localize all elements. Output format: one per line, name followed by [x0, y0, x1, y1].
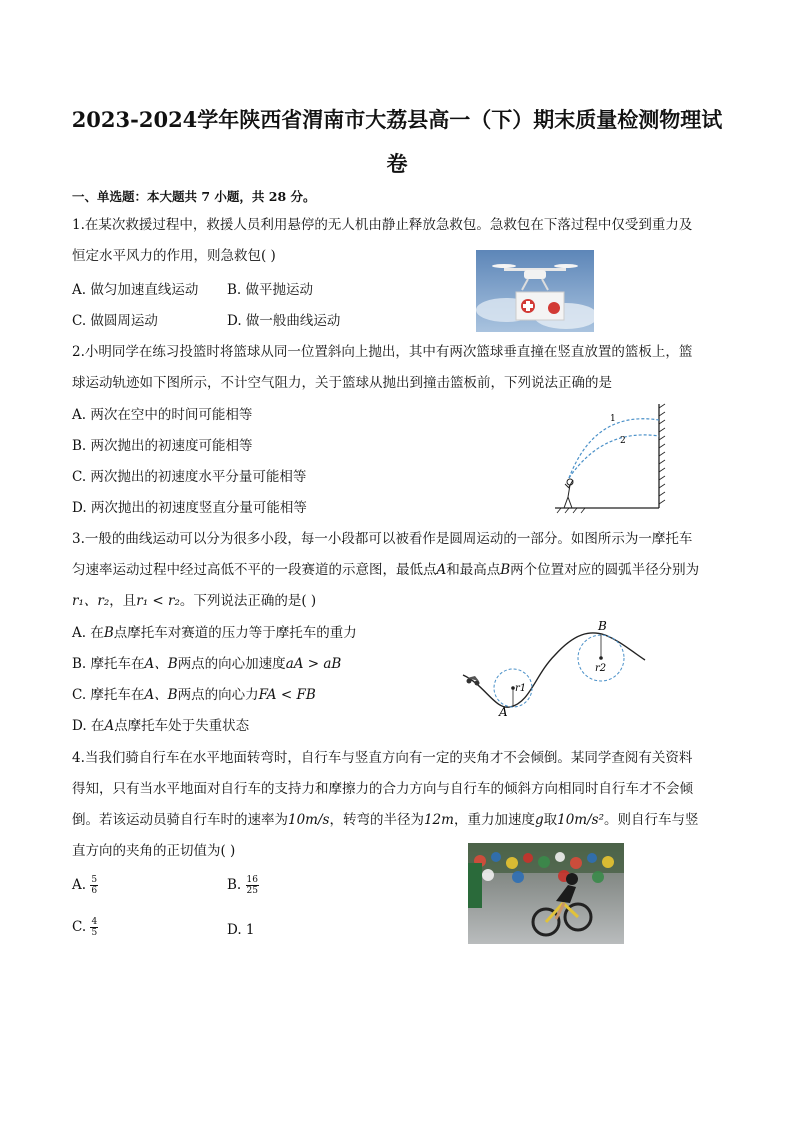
q2-line-2: 球运动轨迹如下图所示，不计空气阻力，关于篮球从抛出到撞击篮板前，下列说法正确的是: [72, 375, 612, 391]
q2-option-b: B. 两次抛出的初速度可能相等: [72, 438, 253, 454]
point-b-label: B: [598, 619, 607, 633]
q3-option-b: B. 摩托车在A、B两点的向心加速度aA > aB: [72, 656, 342, 672]
radius-r1-label: r1: [515, 683, 527, 694]
q3-option-a: A. 在B点摩托车对赛道的压力等于摩托车的重力: [72, 625, 357, 641]
drone-photo: [476, 250, 594, 332]
q4-line-1: 4.当我们骑自行车在水平地面转弯时，自行车与竖直方向有一定的夹角才不会倾倒。某同学查阅有关资料: [72, 750, 693, 766]
q3-option-c: C. 摩托车在A、B两点的向心力FA < FB: [72, 687, 316, 703]
page-title: [60, 98, 734, 186]
title-line-1: 2023-2024学年陕西省渭南市大荔县高一（下）期末质量检测物理试: [71, 107, 723, 132]
title-line-2: 卷: [386, 151, 408, 176]
q4-line-2: 得知，只有当水平地面对自行车的支持力和摩擦力的合力方向与自行车的倾斜方向相同时自行车才不会倾: [72, 781, 693, 797]
q2-option-a: A. 两次在空中的时间可能相等: [72, 407, 253, 423]
cyclist-photo: [468, 843, 624, 944]
q3-line-3: r₁、r₂，且r₁ < r₂。下列说法正确的是( ): [72, 593, 317, 609]
q1-option-c: C. 做圆周运动: [72, 313, 158, 329]
q2-option-d: D. 两次抛出的初速度竖直分量可能相等: [72, 500, 307, 516]
q1-option-d: D. 做一般曲线运动: [227, 313, 341, 329]
q1-option-a: A. 做匀加速直线运动: [72, 282, 199, 298]
q4-line-3: 倒。若该运动员骑自行车时的速率为10m/s，转弯的半径为12m，重力加速度g取10m/s²。则自行车与竖: [72, 812, 699, 828]
q3-option-d: D. 在A点摩托车处于失重状态: [72, 718, 250, 734]
q4-option-b: B. $\frac{16}{25}$: [227, 875, 258, 896]
q4-option-a: A. $\frac{5}{6}$: [72, 875, 98, 896]
section-heading: 一、单选题：本大题共 7 小题，共 28 分。: [72, 189, 316, 204]
q3-line-2: 匀速率运动过程中经过高低不平的一段赛道的示意图，最低点A和最高点B两个位置对应的圆弧半径分别为: [72, 562, 700, 578]
player-figure: [564, 479, 573, 508]
motorcycle-track-figure: [455, 615, 655, 720]
q3-line-1: 3.一般的曲线运动可以分为很多小段，每一小段都可以被看作是圆周运动的一部分。如图所示为一摩托车: [72, 531, 693, 547]
q2-line-1: 2.小明同学在练习投篮时将篮球从同一位置斜向上抛出，其中有两次篮球垂直撞在竖直放置的篮板上，篮: [72, 344, 693, 360]
trajectory-label-1: 1: [610, 414, 616, 424]
basketball-trajectory-figure: [555, 400, 670, 515]
q4-option-d: D. 1: [227, 922, 255, 938]
point-a-label: A: [499, 705, 508, 719]
q2-option-c: C. 两次抛出的初速度水平分量可能相等: [72, 469, 307, 485]
q1-line-2: 恒定水平风力的作用，则急救包( ): [72, 248, 276, 264]
q4-option-c: C. $\frac{4}{5}$: [72, 917, 98, 938]
q1-line-1: 1.在某次救援过程中，救援人员利用悬停的无人机由静止释放急救包。急救包在下落过程中仅受到重力及: [72, 217, 693, 233]
radius-r2-label: r2: [595, 663, 607, 674]
trajectory-label-2: 2: [620, 436, 626, 446]
q1-option-b: B. 做平抛运动: [227, 282, 314, 298]
q4-line-4: 直方向的夹角的正切值为( ): [72, 843, 236, 859]
